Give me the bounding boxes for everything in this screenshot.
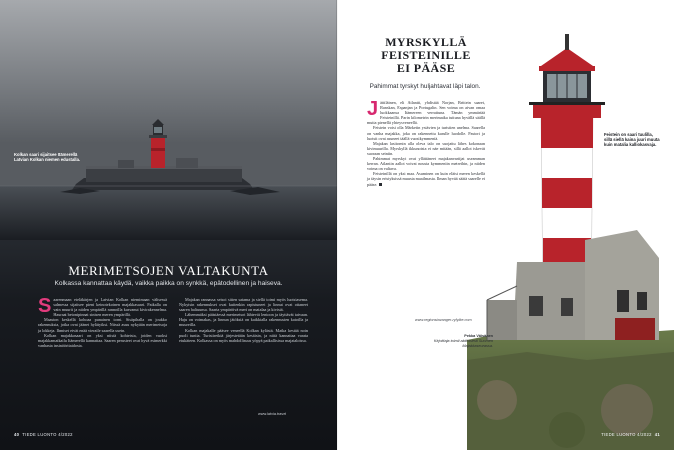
article-subtitle: Pahimmat tyrskyt huljahtavat läpi talon. [369, 83, 481, 90]
article-body [367, 100, 485, 187]
page-folio [14, 432, 73, 437]
source-link[interactable]: www.regionstavanger-ryfylke.com [415, 318, 472, 322]
article-title [355, 36, 497, 75]
body-paragraph: Lähemmäksi päästäessä merimetsot lähtevät lentoon ja täyttävät taivaan. Haju on voimakas, ja linnun jätöksiä on kaikkialla rakennusten katoilla ja muureilla. [179, 312, 308, 328]
page-number: 41 [654, 432, 660, 437]
end-of-article-icon [379, 183, 382, 186]
source-link[interactable]: www.latvia.travel [258, 412, 287, 416]
body-paragraph: Kolkan majakkasaari on yksi niistä kohteista, joiden vuoksi majakkamatkailu Itämerellä kannattaa. Saaren perusteet ovat hyvä esimerkki vanhasta insinööritaidosta. [38, 332, 167, 348]
author-name: Pekka Väisänen [464, 334, 493, 338]
body-paragraph: Maaston keskellä kohoaa punainen torni. Sisäpihalla on joukko rakennuksia, jotka ovat jäänet hylätyiksi. Niissä asuu nykyään merimetsoja ja lokkeja. Ihmiset eivät enää vieraile saarella usein. [38, 317, 167, 333]
right-page [337, 0, 674, 450]
kolka-lighthouse-photo [0, 0, 337, 240]
photo-caption: Kolkan saari sijaitsee Itämerellä Latvian Kolkan niemen edustalla. [14, 152, 81, 163]
photo-caption: Feistein on saari tuulilla, sillä siellä kaina juuri muuta kuin matalia kalliokasvaja. [604, 132, 660, 148]
body-paragraph: Kolkan majakalle pääsee veneellä Kolkan kylästä. Matka kestää noin puoli tuntia. Turistiretkiä järjestetään kesäisin, ja niitä kannattaa varata etukäteen. Kolkassa on myös mahdollisuus yöpyä paikallisissa majataloissa. [179, 327, 308, 343]
title-line: MYRSKYLLÄ [385, 35, 467, 49]
feistein-lighthouse-photo [467, 0, 674, 450]
drop-cap: J [367, 98, 379, 120]
body-paragraph: Saarenmaan eteläkärjen ja Latvian Kolkan niemimaan välisessä salmessa sijaitsee pieni keinotekoinen majakkasaari. Paikalla on vain muurit ja niiden ympärillä rannoilla kasvanut kivirakennelma. Hauraat betonipinnat sinisen meren ympärillä. [38, 295, 167, 318]
body-paragraph: Feisteinillä on yksi maa. Asuminen on kuin eläisi meren keskellä ja täysin eristyksissä muusta maailmasta. Ilman hyvää säätä saarelle ei pääse. [367, 171, 485, 187]
author-box [423, 334, 493, 348]
drop-cap: S [38, 295, 52, 317]
article-subtitle: Kolkassa kannattaa käydä, vaikka paikka on synkkä, epätodellinen ja haiseva. [54, 280, 283, 287]
article-title: MERIMETSOJEN VALTAKUNTA [68, 263, 269, 278]
author-role: Kirjoittaja toimii aktiivisesti Suomen Majakkaseurassa. [433, 338, 493, 348]
page-number: 40 [14, 432, 20, 437]
body-paragraph: Jättiläinen, eli Atlantti, yhdistää Norjan, Brittein saaret, Ranskan, Espanjan ja Portugalin. Sen voima on aivan omaa luokkaansa Itämereen verrattuna. Tämän ymmärtää Feisteinillä. Parin kilometrin merimatka tuttuna hyvällä säällä mutta pienellä yhteysveneellä. [367, 98, 485, 126]
publication-name: TIEDE LUONTO 4/2022 [22, 432, 73, 437]
body-paragraph: Pahimmat myrskyt ovat yllättäneet majakanvartijat useamman kerran. Atlantin aallot voivat nousta kymmeniin metreihin, ja niiden voima on valtava. [367, 156, 485, 172]
page-folio [601, 432, 660, 437]
body-paragraph: Majakan rannassa seisoi sitten satama ja siellä toimi myös luotsiasema. Nykyisin rakennukset ovat kuitenkin rapistuneet ja linnut ovat ottaneet saaren haltuunsa. Saarta ympäröivä meri on matalaa ja kivistä. [179, 297, 308, 313]
title-line: EI PÄÄSE [396, 61, 456, 75]
title-line: FEISTEINILLE [381, 48, 471, 62]
body-paragraph: Feistein voisi olla Märketin ystävien ja turistien unelma. Saarella on vanha majakka, joka on rakennettu karulle luodolle. Pastori ja luotsit ovat asuneet täällä vuosikymmeniä. [367, 125, 485, 141]
body-paragraph: Majakan lasitornin alla oleva talo on suojattu lähes kokonaan kivimuurilla. Myrskyllä ikkunoista ei näe mitään, sillä aallot iskevät suoraan seiniin. [367, 140, 485, 156]
publication-name: TIEDE LUONTO 4/2022 [601, 432, 652, 437]
article-body [38, 297, 308, 348]
page-gutter [336, 0, 338, 450]
